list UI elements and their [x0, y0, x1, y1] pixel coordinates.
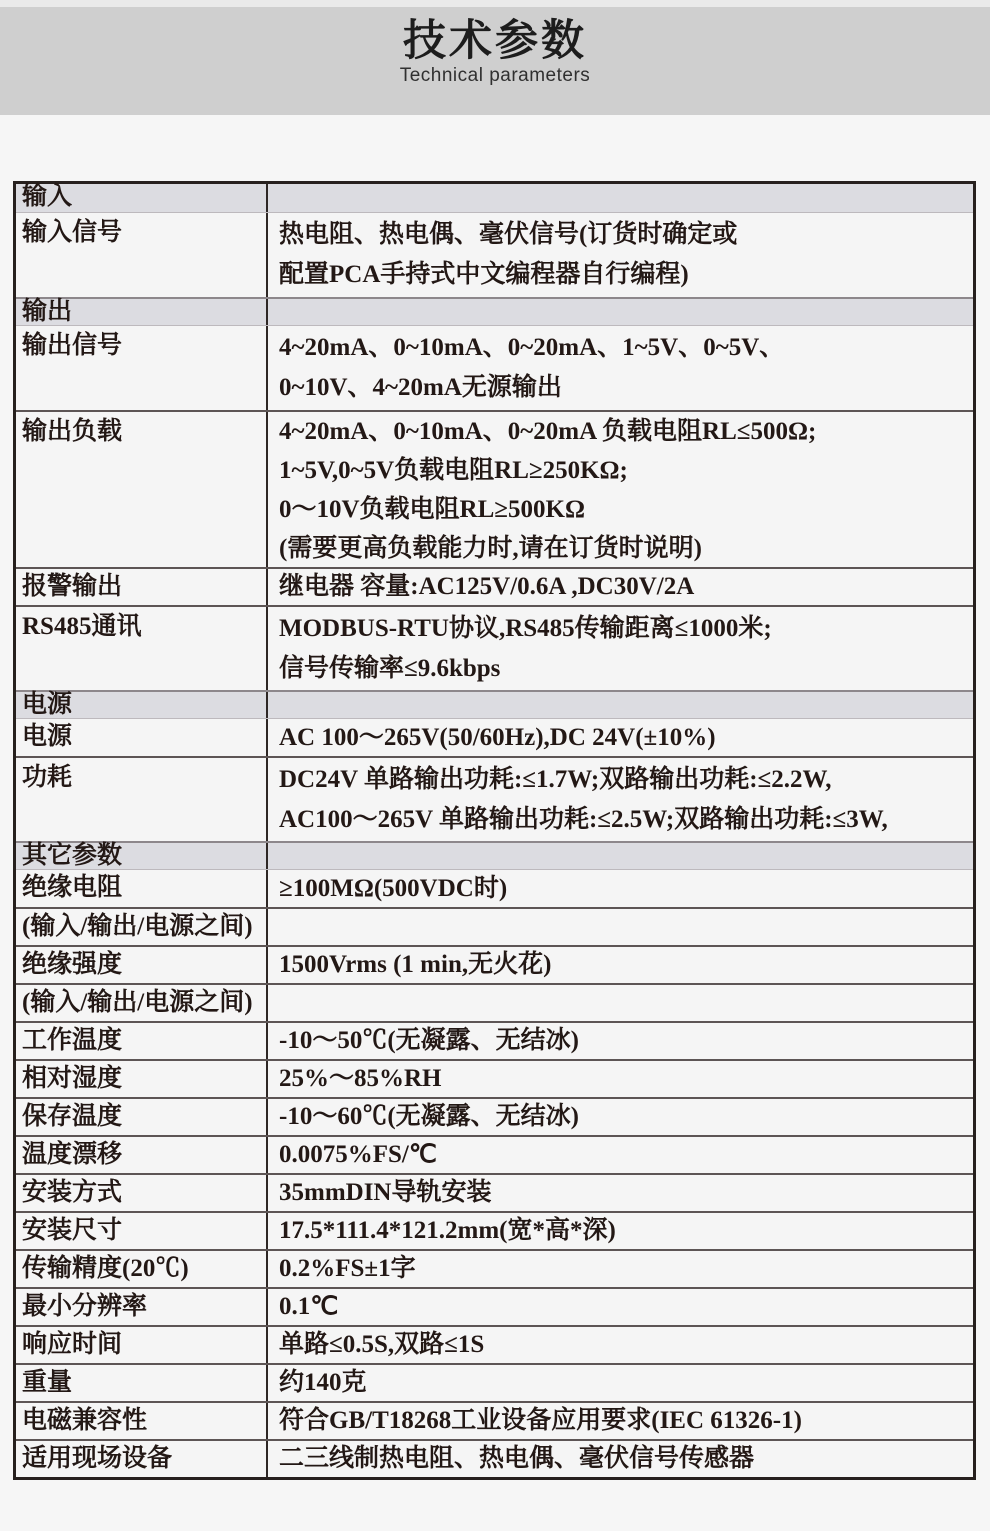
- param-value-line: 约140克: [279, 1369, 367, 1396]
- param-label: 输出信号: [22, 332, 123, 359]
- param-label: 绝缘强度: [22, 951, 123, 978]
- param-label: 安装尺寸: [22, 1217, 123, 1244]
- param-value-cell: [268, 607, 973, 690]
- param-value-line: 继电器 容量:AC125V/0.6A ,DC30V/2A: [279, 573, 695, 600]
- param-label: 重量: [22, 1369, 73, 1396]
- param-value-cell: [268, 1061, 973, 1097]
- table-row: [16, 718, 973, 756]
- table-row: [16, 1097, 973, 1135]
- param-value-line: 0.0075%FS/℃: [279, 1141, 437, 1168]
- param-name-cell: [16, 412, 268, 567]
- param-value-cell: [268, 1137, 973, 1173]
- param-name-cell: [16, 870, 268, 907]
- param-name-cell: [16, 1061, 268, 1097]
- page-title: 技术参数: [403, 17, 587, 65]
- param-name-cell: [16, 1327, 268, 1363]
- param-label: (输入/输出/电源之间): [22, 913, 253, 940]
- param-name-cell: [16, 1137, 268, 1173]
- param-value-cell: [268, 213, 973, 297]
- param-name-cell: [16, 569, 268, 605]
- param-name-cell: [16, 1175, 268, 1211]
- param-value-line: 信号传输率≤9.6kbps: [279, 654, 501, 682]
- param-name-cell: [16, 1365, 268, 1401]
- param-name-cell: [16, 1099, 268, 1135]
- param-label: 输出负载: [22, 418, 123, 445]
- param-name-cell: [16, 607, 268, 690]
- param-name-cell: [16, 184, 268, 212]
- table-row: [16, 1059, 973, 1097]
- param-value-line: 配置PCA手持式中文编程器自行编程): [279, 261, 689, 288]
- table-row: [16, 945, 973, 983]
- param-value-line: 符合GB/T18268工业设备应用要求(IEC 61326-1): [279, 1407, 802, 1434]
- param-value-line: 35mmDIN导轨安装: [279, 1179, 492, 1206]
- param-label: 温度漂移: [22, 1141, 123, 1168]
- table-row: [16, 1173, 973, 1211]
- param-value-cell: [268, 299, 973, 325]
- section-label: 电源: [22, 691, 73, 718]
- table-row: [16, 605, 973, 690]
- param-label: 电源: [22, 723, 73, 750]
- param-value-cell: [268, 1289, 973, 1325]
- param-name-cell: [16, 213, 268, 297]
- param-label: 保存温度: [22, 1103, 123, 1130]
- table-row: [16, 1211, 973, 1249]
- param-value-line: 4~20mA、0~10mA、0~20mA、1~5V、0~5V、: [279, 334, 785, 361]
- param-value-line: 17.5*111.4*121.2mm(宽*高*深): [279, 1217, 616, 1244]
- param-value-cell: [268, 870, 973, 907]
- param-label: 相对湿度: [22, 1065, 123, 1092]
- param-value-line: 热电阻、热电偶、毫伏信号(订货时确定或: [279, 221, 738, 248]
- table-row: [16, 1401, 973, 1439]
- param-value-line: (需要更高负载能力时,请在订货时说明): [279, 534, 702, 562]
- param-label: 最小分辨率: [22, 1293, 148, 1320]
- param-value-cell: [268, 1441, 973, 1477]
- param-value-cell: [268, 1251, 973, 1287]
- param-label: 输入信号: [22, 219, 123, 246]
- table-row: [16, 1287, 973, 1325]
- param-label: (输入/输出/电源之间): [22, 989, 253, 1016]
- param-value-line: DC24V 单路输出功耗:≤1.7W;双路输出功耗:≤2.2W,: [279, 765, 832, 793]
- param-label: 绝缘电阻: [22, 874, 123, 901]
- table-row: [16, 983, 973, 1021]
- param-name-cell: [16, 985, 268, 1021]
- param-value-cell: [268, 1327, 973, 1363]
- param-name-cell: [16, 947, 268, 983]
- param-name-cell: [16, 692, 268, 718]
- param-value-line: AC 100～265V(50/60Hz),DC 24V(±10%): [279, 723, 716, 751]
- param-name-cell: [16, 1289, 268, 1325]
- section-row: [16, 841, 973, 869]
- table-row: [16, 1439, 973, 1477]
- table-row: [16, 1135, 973, 1173]
- section-row: [16, 690, 973, 718]
- param-name-cell: [16, 1403, 268, 1439]
- section-label: 输入: [22, 183, 73, 210]
- param-name-cell: [16, 1213, 268, 1249]
- table-row: [16, 869, 973, 907]
- param-name-cell: [16, 1251, 268, 1287]
- param-value-line: 0.2%FS±1字: [279, 1255, 416, 1282]
- param-value-cell: [268, 909, 973, 945]
- param-value-cell: [268, 758, 973, 841]
- table-row: [16, 410, 973, 567]
- param-value-line: 0～10V负载电阻RL≥500KΩ: [279, 495, 585, 523]
- table-row: [16, 756, 973, 841]
- param-label: 报警输出: [22, 573, 123, 600]
- param-value-line: -10～50℃(无凝露、无结冰): [279, 1027, 579, 1054]
- table-row: [16, 212, 973, 297]
- param-value-cell: [268, 326, 973, 410]
- section-row: [16, 297, 973, 325]
- param-label: 工作温度: [22, 1027, 123, 1054]
- param-name-cell: [16, 1441, 268, 1477]
- param-name-cell: [16, 326, 268, 410]
- table-row: [16, 1249, 973, 1287]
- param-label: 电磁兼容性: [22, 1407, 148, 1434]
- param-value-cell: [268, 1213, 973, 1249]
- param-name-cell: [16, 843, 268, 869]
- table-row: [16, 1363, 973, 1401]
- param-value-cell: [268, 1365, 973, 1401]
- param-label: RS485通讯: [22, 613, 142, 640]
- param-name-cell: [16, 1023, 268, 1059]
- table-row: [16, 325, 973, 410]
- param-value-line: 1~5V,0~5V负载电阻RL≥250KΩ;: [279, 456, 628, 484]
- param-name-cell: [16, 758, 268, 841]
- title-band: [0, 7, 990, 115]
- param-label: 功耗: [22, 764, 73, 791]
- param-value-cell: [268, 1023, 973, 1059]
- param-label: 响应时间: [22, 1331, 123, 1358]
- param-value-cell: [268, 1175, 973, 1211]
- param-value-line: 0.1℃: [279, 1293, 339, 1320]
- param-value-line: 0~10V、4~20mA无源输出: [279, 374, 562, 401]
- param-value-cell: [268, 843, 973, 869]
- param-label: 适用现场设备: [22, 1445, 173, 1472]
- page-subtitle: Technical parameters: [399, 65, 591, 87]
- table-row: [16, 1021, 973, 1059]
- param-value-cell: [268, 184, 973, 212]
- param-value-line: 二三线制热电阻、热电偶、毫伏信号传感器: [279, 1445, 755, 1472]
- section-row: [16, 184, 973, 212]
- param-name-cell: [16, 299, 268, 325]
- param-value-line: 单路≤0.5S,双路≤1S: [279, 1331, 485, 1358]
- param-value-cell: [268, 947, 973, 983]
- param-value-cell: [268, 985, 973, 1021]
- section-label: 其它参数: [22, 842, 123, 869]
- param-name-cell: [16, 719, 268, 756]
- table-row: [16, 907, 973, 945]
- param-value-line: AC100～265V 单路输出功耗:≤2.5W;双路输出功耗:≤3W,: [279, 805, 888, 833]
- param-value-line: 4~20mA、0~10mA、0~20mA 负载电阻RL≤500Ω;: [279, 417, 817, 445]
- param-value-cell: [268, 412, 973, 567]
- spec-table: [13, 181, 976, 1480]
- param-value-cell: [268, 569, 973, 605]
- param-value-cell: [268, 719, 973, 756]
- param-value-cell: [268, 692, 973, 718]
- param-value-line: -10～60℃(无凝露、无结冰): [279, 1103, 579, 1130]
- param-value-line: 25%～85%RH: [279, 1065, 442, 1092]
- section-label: 输出: [22, 298, 73, 325]
- table-row: [16, 1325, 973, 1363]
- param-name-cell: [16, 909, 268, 945]
- param-value-line: MODBUS-RTU协议,RS485传输距离≤1000米;: [279, 614, 772, 642]
- param-value-cell: [268, 1403, 973, 1439]
- param-value-line: ≥100MΩ(500VDC时): [279, 874, 508, 902]
- param-value-line: 1500Vrms (1 min,无火花): [279, 951, 552, 978]
- top-strip: [0, 0, 990, 7]
- param-label: 传输精度(20℃): [22, 1255, 189, 1282]
- param-label: 安装方式: [22, 1179, 123, 1206]
- param-value-cell: [268, 1099, 973, 1135]
- table-row: [16, 567, 973, 605]
